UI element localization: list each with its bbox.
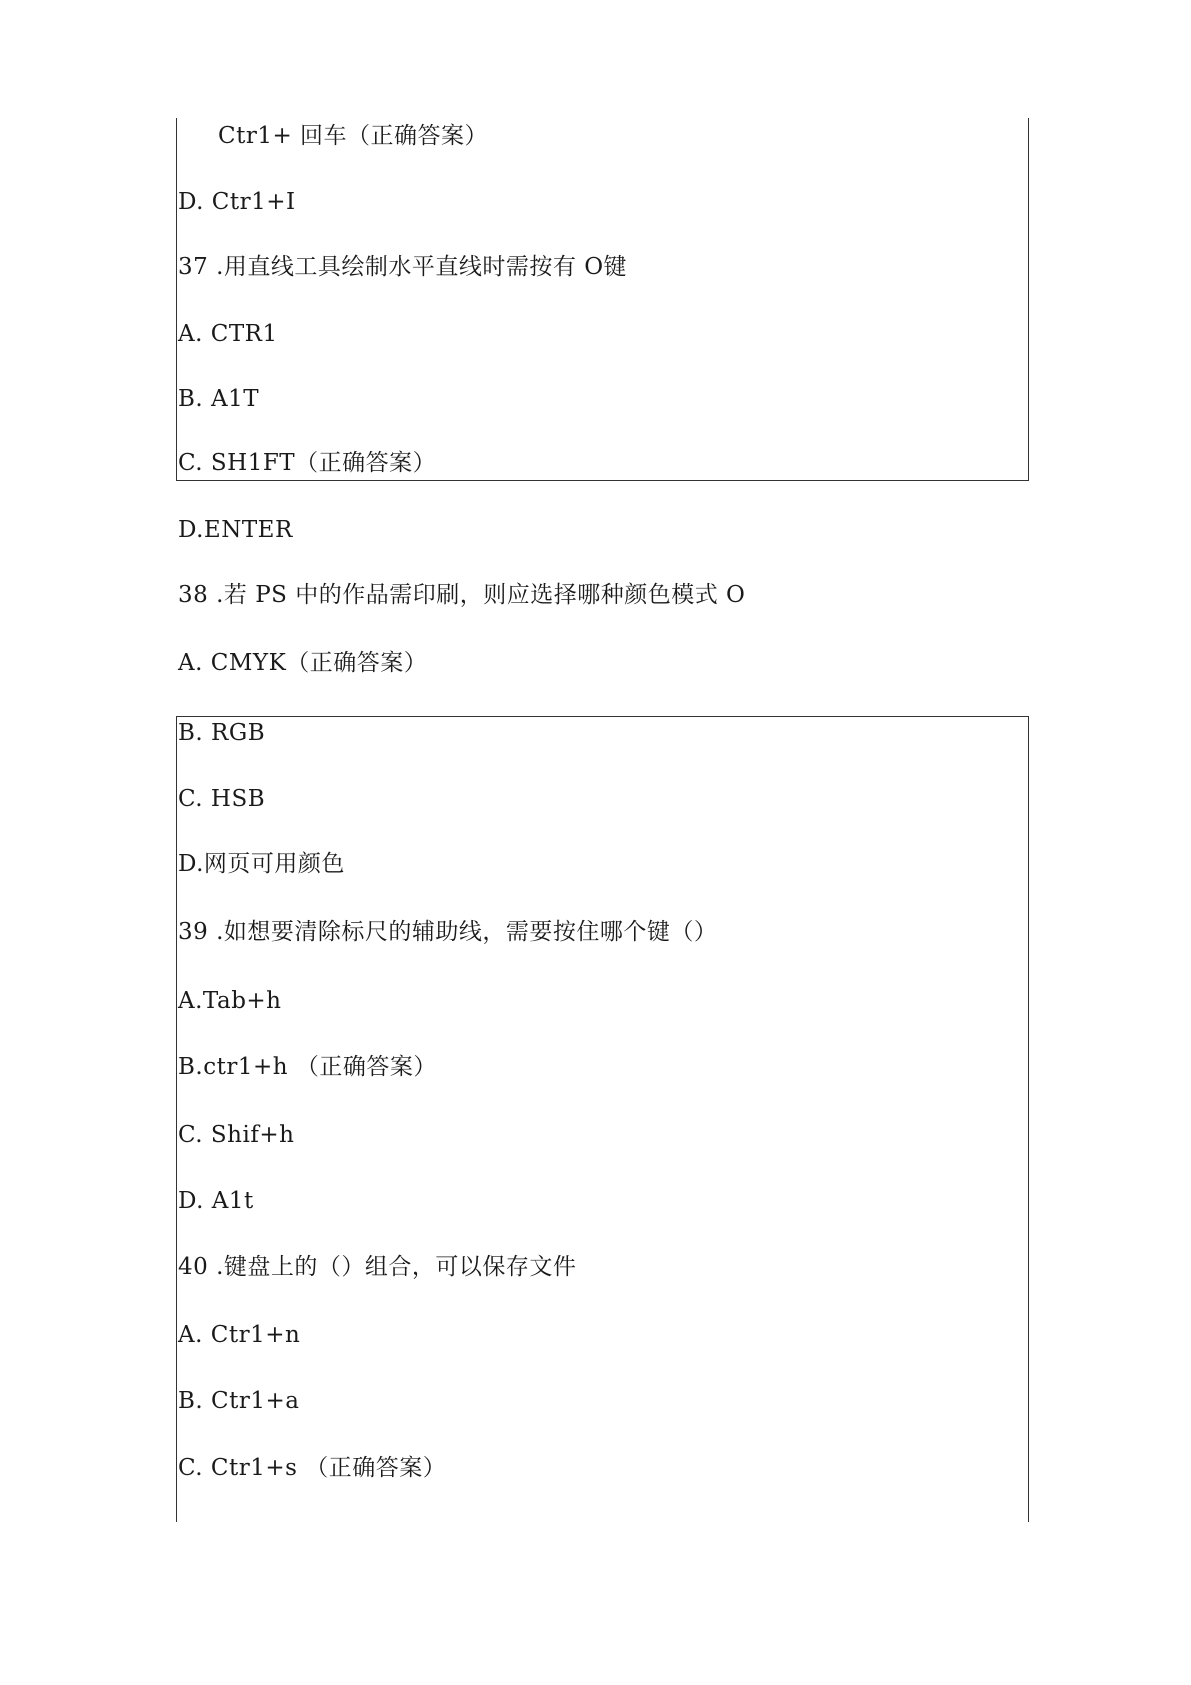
answer-d-39: D. A1t: [178, 1188, 254, 1214]
answer-d-38: D.网页可用颜色: [178, 851, 345, 877]
answer-b-38: B. RGB: [178, 720, 266, 746]
answer-c-39: C. Shif+h: [178, 1122, 295, 1148]
answer-b-37: B. A1T: [178, 386, 260, 412]
answer-d-37: D.ENTER: [178, 517, 293, 543]
answer-c-37: C. SH1FT（正确答案）: [178, 450, 437, 476]
answer-b-40: B. Ctr1+a: [178, 1388, 300, 1414]
answer-d-36: D. Ctr1+I: [178, 189, 296, 215]
answer-c-40: C. Ctr1+s （正确答案）: [178, 1455, 447, 1481]
question-37: 37 .用直线工具绘制水平直线时需按有 O键: [178, 254, 628, 280]
answer-a-38: A. CMYK（正确答案）: [178, 650, 428, 676]
table-box-2: [176, 716, 1029, 1522]
answer-a-37: A. CTR1: [178, 321, 278, 347]
answer-a-39: A.Tab+h: [178, 988, 282, 1014]
answer-c-38: C. HSB: [178, 786, 266, 812]
question-39: 39 .如想要清除标尺的辅助线，需要按住哪个键（）: [178, 919, 718, 945]
question-40: 40 .键盘上的（）组合，可以保存文件: [178, 1254, 577, 1280]
answer-b-39: B.ctr1+h （正确答案）: [178, 1054, 437, 1080]
answer-c-36: Ctr1+ 回车（正确答案）: [218, 123, 489, 149]
table-box-1: [176, 118, 1029, 481]
answer-a-40: A. Ctr1+n: [178, 1322, 301, 1348]
question-38: 38 .若 PS 中的作品需印刷，则应选择哪种颜色模式 O: [178, 582, 746, 608]
